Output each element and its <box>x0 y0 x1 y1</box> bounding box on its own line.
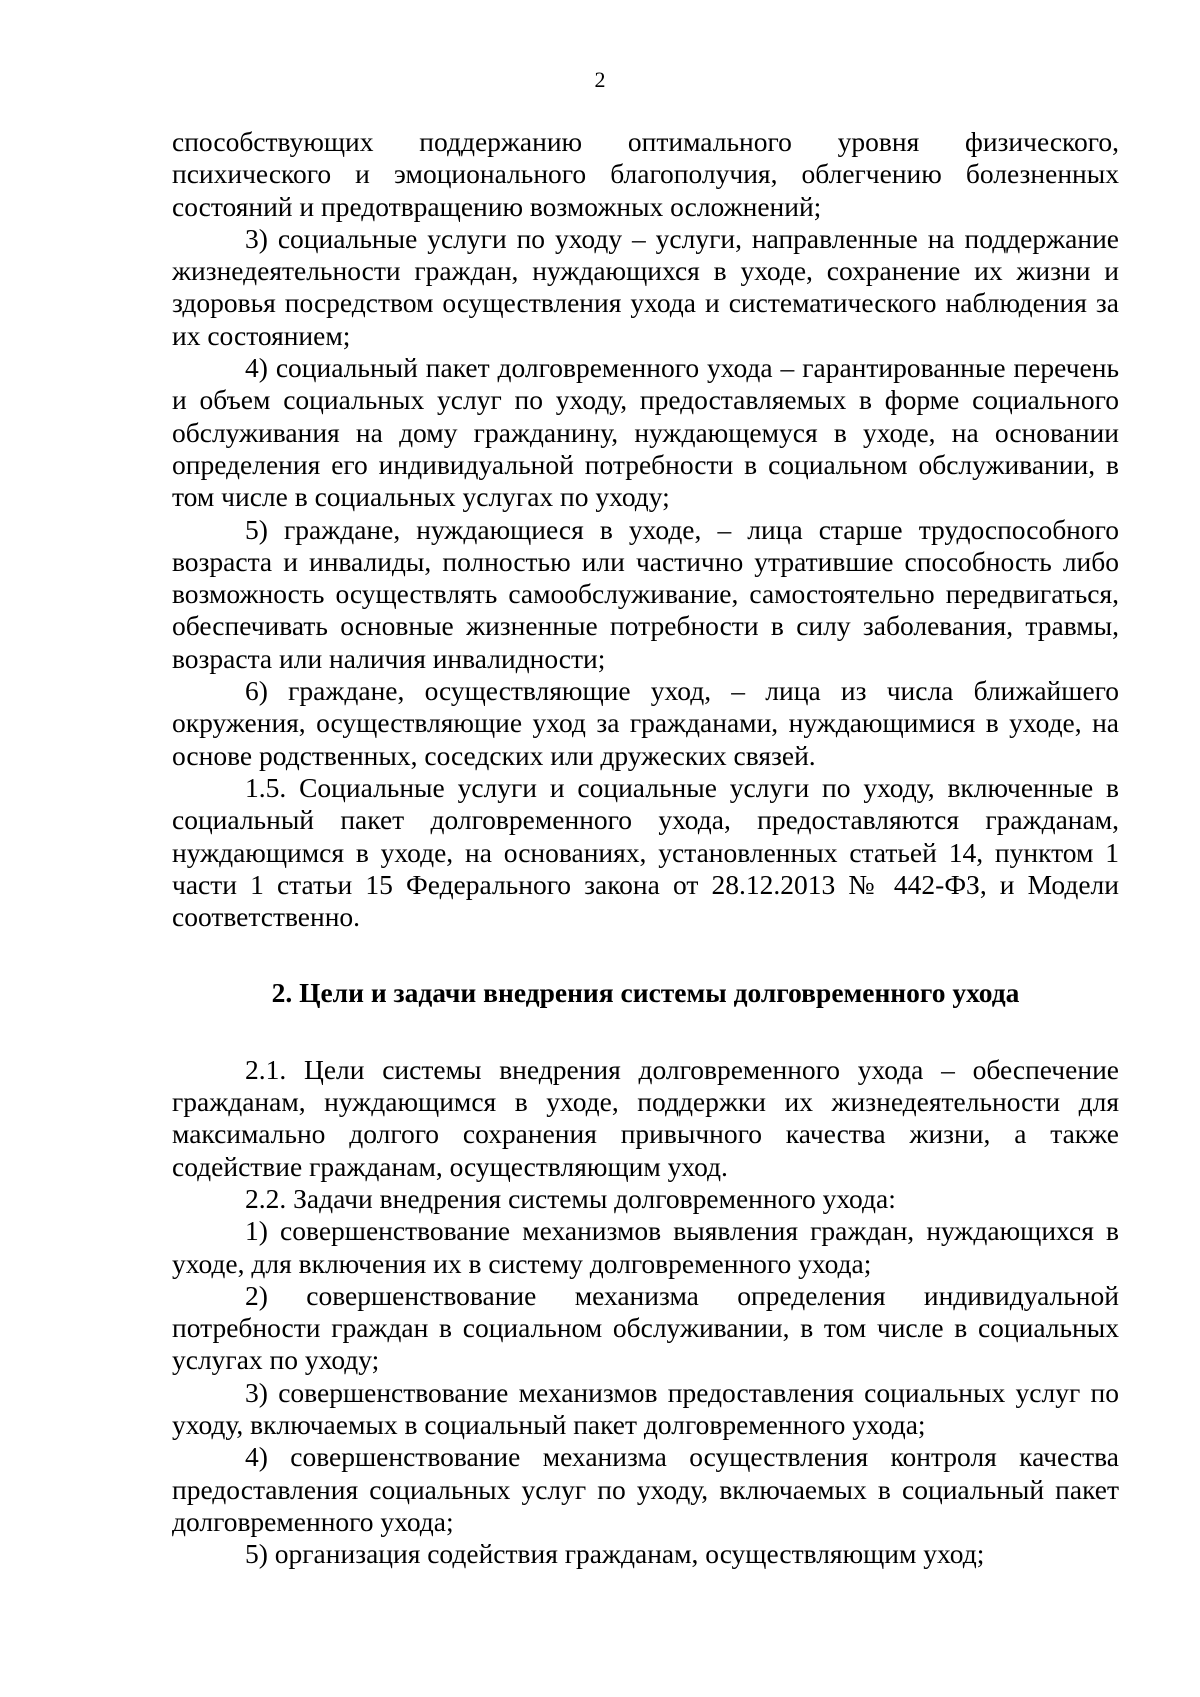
list-item: 4) совершенствование механизма осуществления контроля качества предоставления социальных услуг по уходу, включаемых в социальный пакет долговременного ухода; <box>172 1441 1119 1537</box>
paragraph: 2.2. Задачи внедрения системы долговременного ухода: <box>245 1182 896 1214</box>
paragraph: 2.1. Цели системы внедрения долговременного ухода – обеспечение гражданам, нуждающимся в уходе, поддержки их жизнедеятельности для максимально долгого сохранения привычного качества жизни, а также содействие гражданам, осуществляющим уход. <box>172 1053 1119 1182</box>
section-1-continuation <box>172 126 1119 933</box>
paragraph: 4) социальный пакет долговременного ухода – гарантированные перечень и объем социальных услуг по уходу, предоставляемых в форме социального обслуживания на дому гражданину, нуждающемуся в уходе, на основании определения его индивидуальной потребности в социальном обслуживании, в том числе в социальных услугах по уходу; <box>172 352 1119 513</box>
page-number: 2 <box>594 67 606 92</box>
list-item: 5) организация содействия гражданам, осуществляющим уход; <box>245 1538 985 1570</box>
paragraph: способствующих поддержанию оптимального уровня физического, психического и эмоционального благополучия, облегчению болезненных состояний и предотвращению возможных осложнений; <box>172 126 1119 222</box>
list-item: 2) совершенствование механизма определения индивидуальной потребности граждан в социальном обслуживании, в том числе в социальных услугах по уходу; <box>172 1279 1119 1376</box>
paragraph: 3) социальные услуги по уходу – услуги, направленные на поддержание жизнедеятельности граждан, нуждающихся в уходе, сохранение их жизни и здоровья посредством осуществления ухода и систематического наблюдения за их состоянием; <box>172 222 1119 351</box>
document-body <box>172 126 1119 1570</box>
paragraph: 5) граждане, нуждающиеся в уходе, – лица старше трудоспособного возраста и инвалиды, полностью или частично утратившие способность либо возможность осуществлять самообслуживание, самостоятельно передвигаться, обеспечивать основные жизненные потребности в силу заболевания, травмы, возраста или наличия инвалидности; <box>172 513 1119 674</box>
list-item: 3) совершенствование механизмов предоставления социальных услуг по уходу, включаемых в социальный пакет долговременного ухода; <box>172 1376 1119 1440</box>
section-2-body <box>172 1054 1119 1571</box>
section-heading: 2. Цели и задачи внедрения системы долговременного ухода <box>271 977 1020 1009</box>
paragraph: 6) граждане, осуществляющие уход, – лица из числа ближайшего окружения, осуществляющие уход за гражданами, нуждающимися в уходе, на основе родственных, соседских или дружеских связей. <box>172 675 1119 771</box>
paragraph: 1.5. Социальные услуги и социальные услуги по уходу, включенные в социальный пакет долговременного ухода, предоставляются гражданам, нуждающимся в уходе, на основаниях, установленных статьей 14, пунктом 1 части 1 статьи 15 Федерального закона от 28.12.2013 № 442-ФЗ, и Модели соответственно. <box>172 771 1119 933</box>
list-item: 1) совершенствование механизмов выявления граждан, нуждающихся в уходе, для включения их в систему долговременного ухода; <box>172 1215 1119 1279</box>
